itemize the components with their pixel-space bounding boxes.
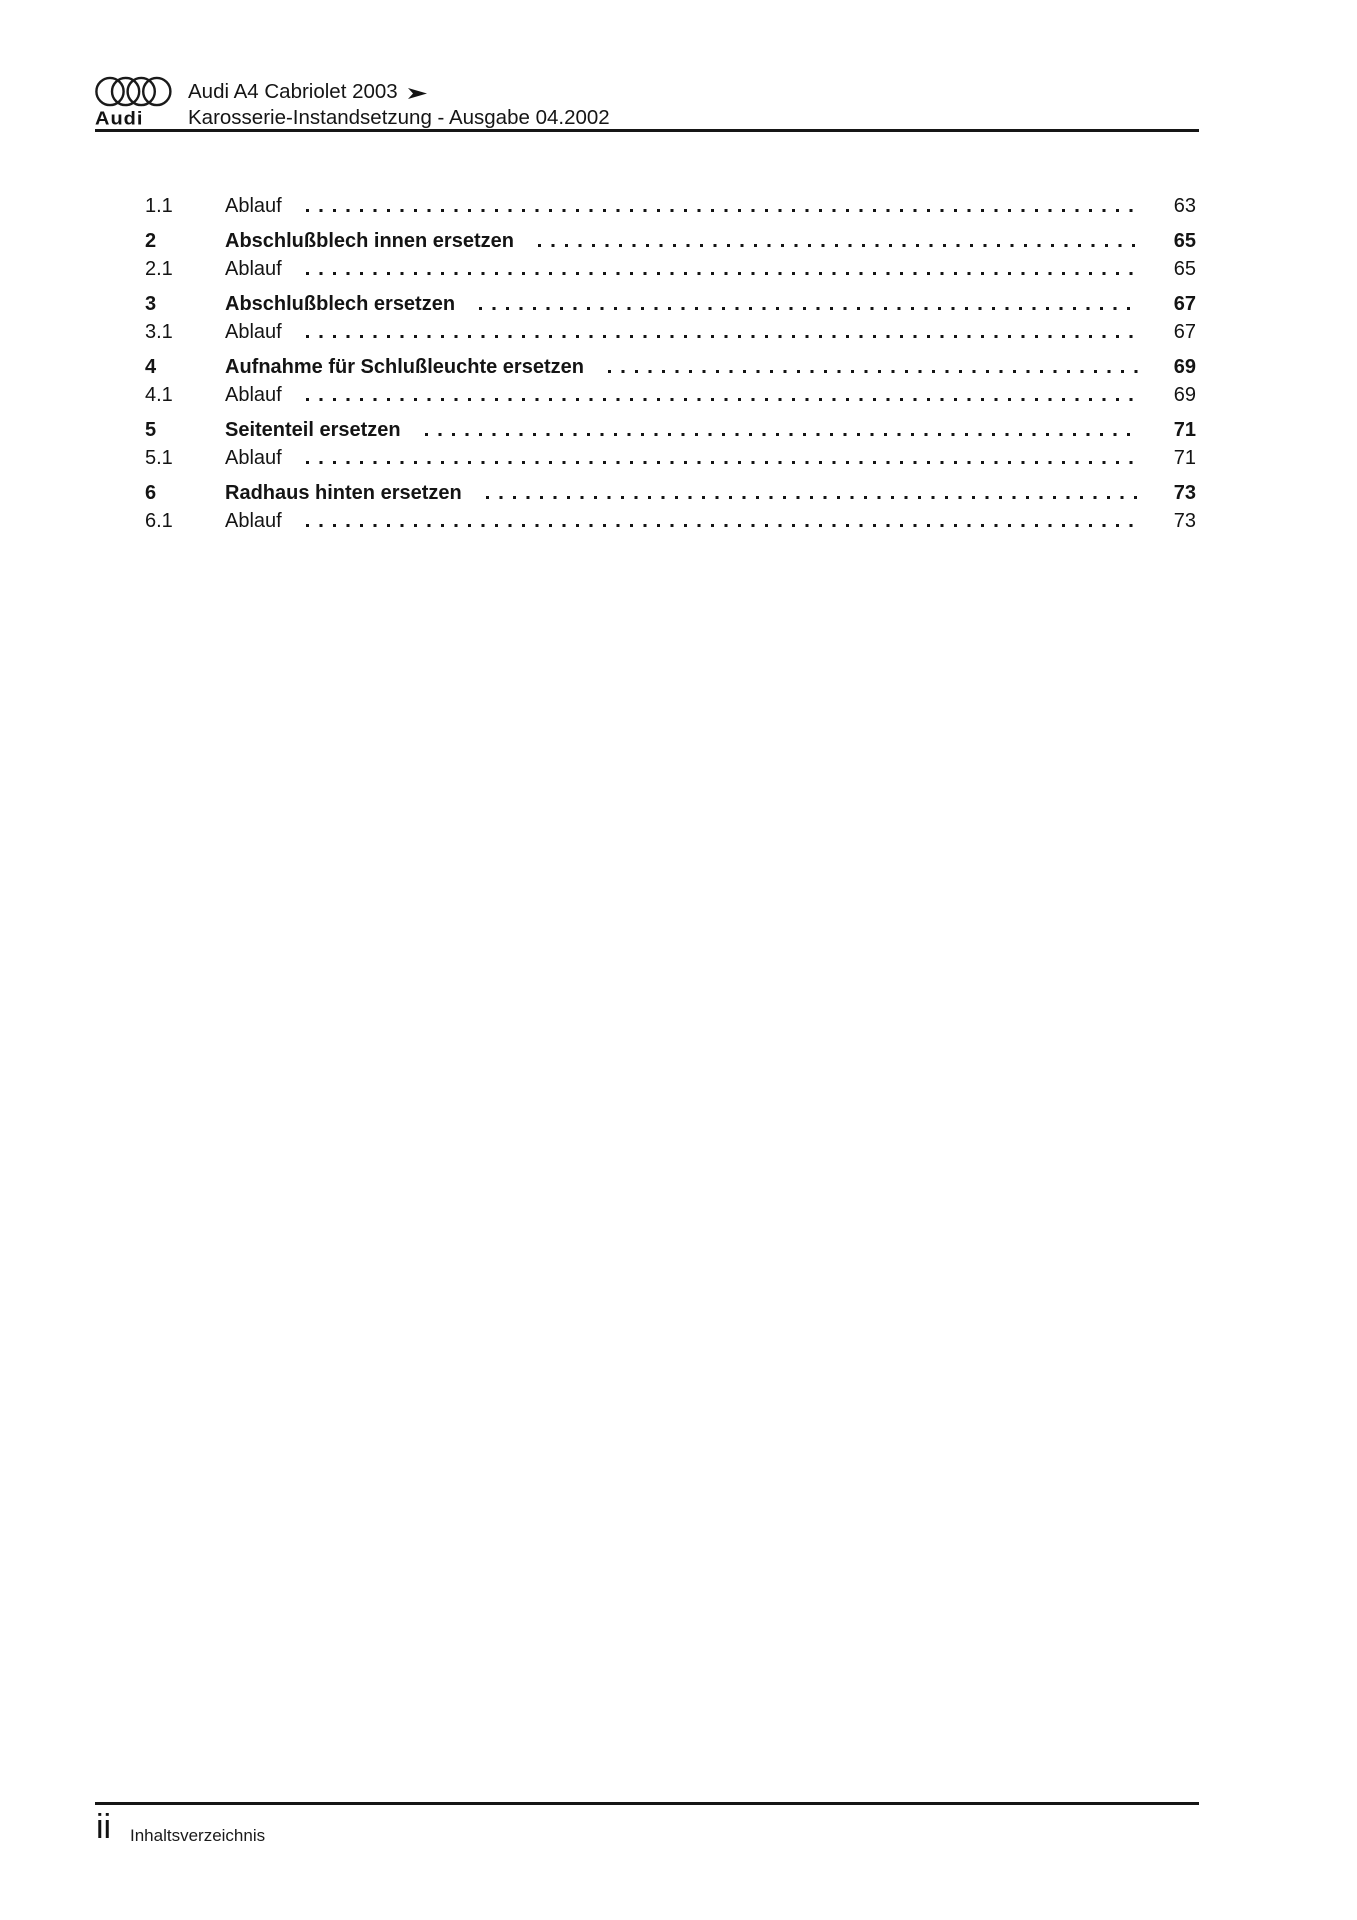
dot-leader xyxy=(306,511,1140,531)
dot-leader xyxy=(479,294,1140,314)
toc-entry-number: 3.1 xyxy=(145,321,173,343)
toc-entry-title: Radhaus hinten ersetzen xyxy=(225,482,462,504)
toc-entry-page: 71 xyxy=(1173,419,1196,441)
header-titles xyxy=(188,79,610,131)
toc-row xyxy=(145,294,1196,314)
header-title-line1: Audi A4 Cabriolet 2003 xyxy=(188,80,398,103)
toc-entry-title: Ablauf xyxy=(225,510,282,532)
dot-leader xyxy=(608,357,1140,377)
toc-row xyxy=(145,259,1196,279)
header-title-line2: Karosserie-Instandsetzung - Ausgabe 04.2002 xyxy=(188,106,610,129)
dot-leader xyxy=(425,420,1140,440)
footer-label: Inhaltsverzeichnis xyxy=(130,1826,266,1845)
toc-entry-page: 63 xyxy=(1173,195,1196,217)
toc-entry-page: 69 xyxy=(1173,356,1196,378)
toc-entry-title: Ablauf xyxy=(225,447,282,469)
toc-entry-title: Ablauf xyxy=(225,195,282,217)
dot-leader xyxy=(306,259,1140,279)
toc-row xyxy=(145,231,1196,251)
dot-leader xyxy=(538,231,1140,251)
dot-leader xyxy=(306,448,1140,468)
toc-entry-title: Aufnahme für Schlußleuchte ersetzen xyxy=(225,356,584,378)
dot-leader xyxy=(306,196,1140,216)
dot-leader xyxy=(486,483,1140,503)
page-folio: ii xyxy=(96,1808,112,1846)
toc-entry-number: 4 xyxy=(145,356,157,378)
toc-row xyxy=(145,385,1196,405)
toc-row xyxy=(145,196,1196,216)
toc-entry-page: 67 xyxy=(1173,321,1196,343)
toc-entry-number: 2.1 xyxy=(145,258,173,280)
toc-entry-page: 73 xyxy=(1173,482,1196,504)
toc-entry-number: 3 xyxy=(145,293,157,315)
brand-block xyxy=(95,76,173,132)
toc-entry-number: 4.1 xyxy=(145,384,173,406)
toc-entry-number: 5.1 xyxy=(145,447,173,469)
toc-row xyxy=(145,483,1196,503)
footer-rule xyxy=(95,1802,1199,1805)
toc-entry-page: 71 xyxy=(1173,447,1196,469)
toc-entry-title: Ablauf xyxy=(225,321,282,343)
toc-entry-title: Ablauf xyxy=(225,384,282,406)
audi-wordmark: Audi xyxy=(95,109,144,130)
audi-rings-logo xyxy=(95,76,173,107)
toc-entry-number: 6 xyxy=(145,482,157,504)
model-year-arrow-icon xyxy=(407,86,428,101)
dot-leader xyxy=(306,322,1140,342)
toc-row xyxy=(145,420,1196,440)
toc-entry-number: 2 xyxy=(145,230,157,252)
toc-entry-title: Seitenteil ersetzen xyxy=(225,419,401,441)
toc-entry-page: 73 xyxy=(1173,510,1196,532)
toc-row xyxy=(145,511,1196,531)
toc-row xyxy=(145,448,1196,468)
toc-entry-page: 67 xyxy=(1173,293,1196,315)
toc-entry-title: Abschlußblech innen ersetzen xyxy=(225,230,514,252)
toc-row xyxy=(145,357,1196,377)
toc-entry-page: 65 xyxy=(1173,258,1196,280)
header-rule xyxy=(95,129,1199,132)
toc-entry-title: Ablauf xyxy=(225,258,282,280)
toc-row xyxy=(145,322,1196,342)
toc-entry-page: 65 xyxy=(1173,230,1196,252)
toc-entry-page: 69 xyxy=(1173,384,1196,406)
toc-entry-number: 1.1 xyxy=(145,195,173,217)
toc-entry-title: Abschlußblech ersetzen xyxy=(225,293,456,315)
toc-entry-number: 6.1 xyxy=(145,510,173,532)
dot-leader xyxy=(306,385,1140,405)
table-of-contents xyxy=(145,196,1196,531)
toc-entry-number: 5 xyxy=(145,419,157,441)
